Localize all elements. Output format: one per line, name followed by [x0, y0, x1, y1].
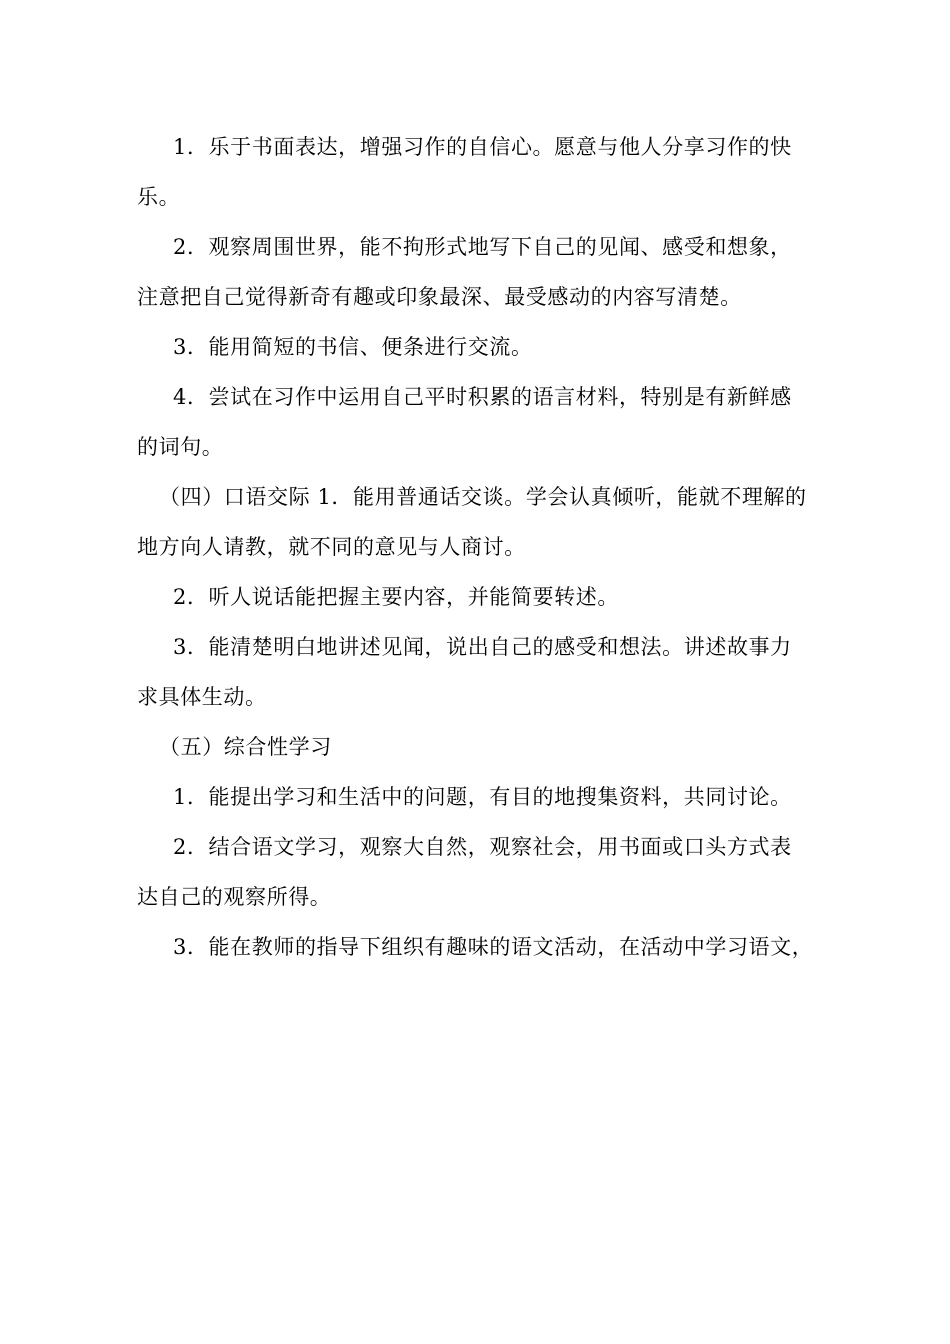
text-line: 地方向人请教，就不同的意见与人商讨。: [137, 535, 526, 559]
text-line: 乐。: [137, 185, 181, 209]
section-heading: （五）综合性学习: [159, 735, 332, 759]
document-body: [137, 122, 827, 972]
text-line: 2．听人说话能把握主要内容，并能简要转述。: [173, 585, 619, 609]
text-line: 2．结合语文学习，观察大自然，观察社会，用书面或口头方式表: [173, 835, 792, 859]
text-line: 注意把自己觉得新奇有趣或印象最深、最受感动的内容写清楚。: [137, 285, 742, 309]
text-line: 4．尝试在习作中运用自己平时积累的语言材料，特别是有新鲜感: [173, 385, 792, 409]
text-line: 3．能用简短的书信、便条进行交流。: [173, 335, 533, 359]
text-line: 1．乐于书面表达，增强习作的自信心。愿意与他人分享习作的快: [173, 135, 792, 159]
text-line: 达自己的观察所得。: [137, 885, 332, 909]
text-line: 2．观察周围世界，能不拘形式地写下自己的见闻、感受和想象，: [173, 235, 792, 259]
section-heading-line: （四）口语交际 1．能用普通话交谈。学会认真倾听，能就不理解的: [159, 485, 807, 509]
text-line: 1．能提出学习和生活中的问题，有目的地搜集资料，共同讨论。: [173, 785, 792, 809]
text-line: 求具体生动。: [137, 685, 267, 709]
text-line: 的词句。: [137, 435, 224, 459]
text-line: 3．能在教师的指导下组织有趣味的语文活动，在活动中学习语文，: [173, 935, 814, 959]
text-line: 3．能清楚明白地讲述见闻，说出自己的感受和想法。讲述故事力: [173, 635, 792, 659]
